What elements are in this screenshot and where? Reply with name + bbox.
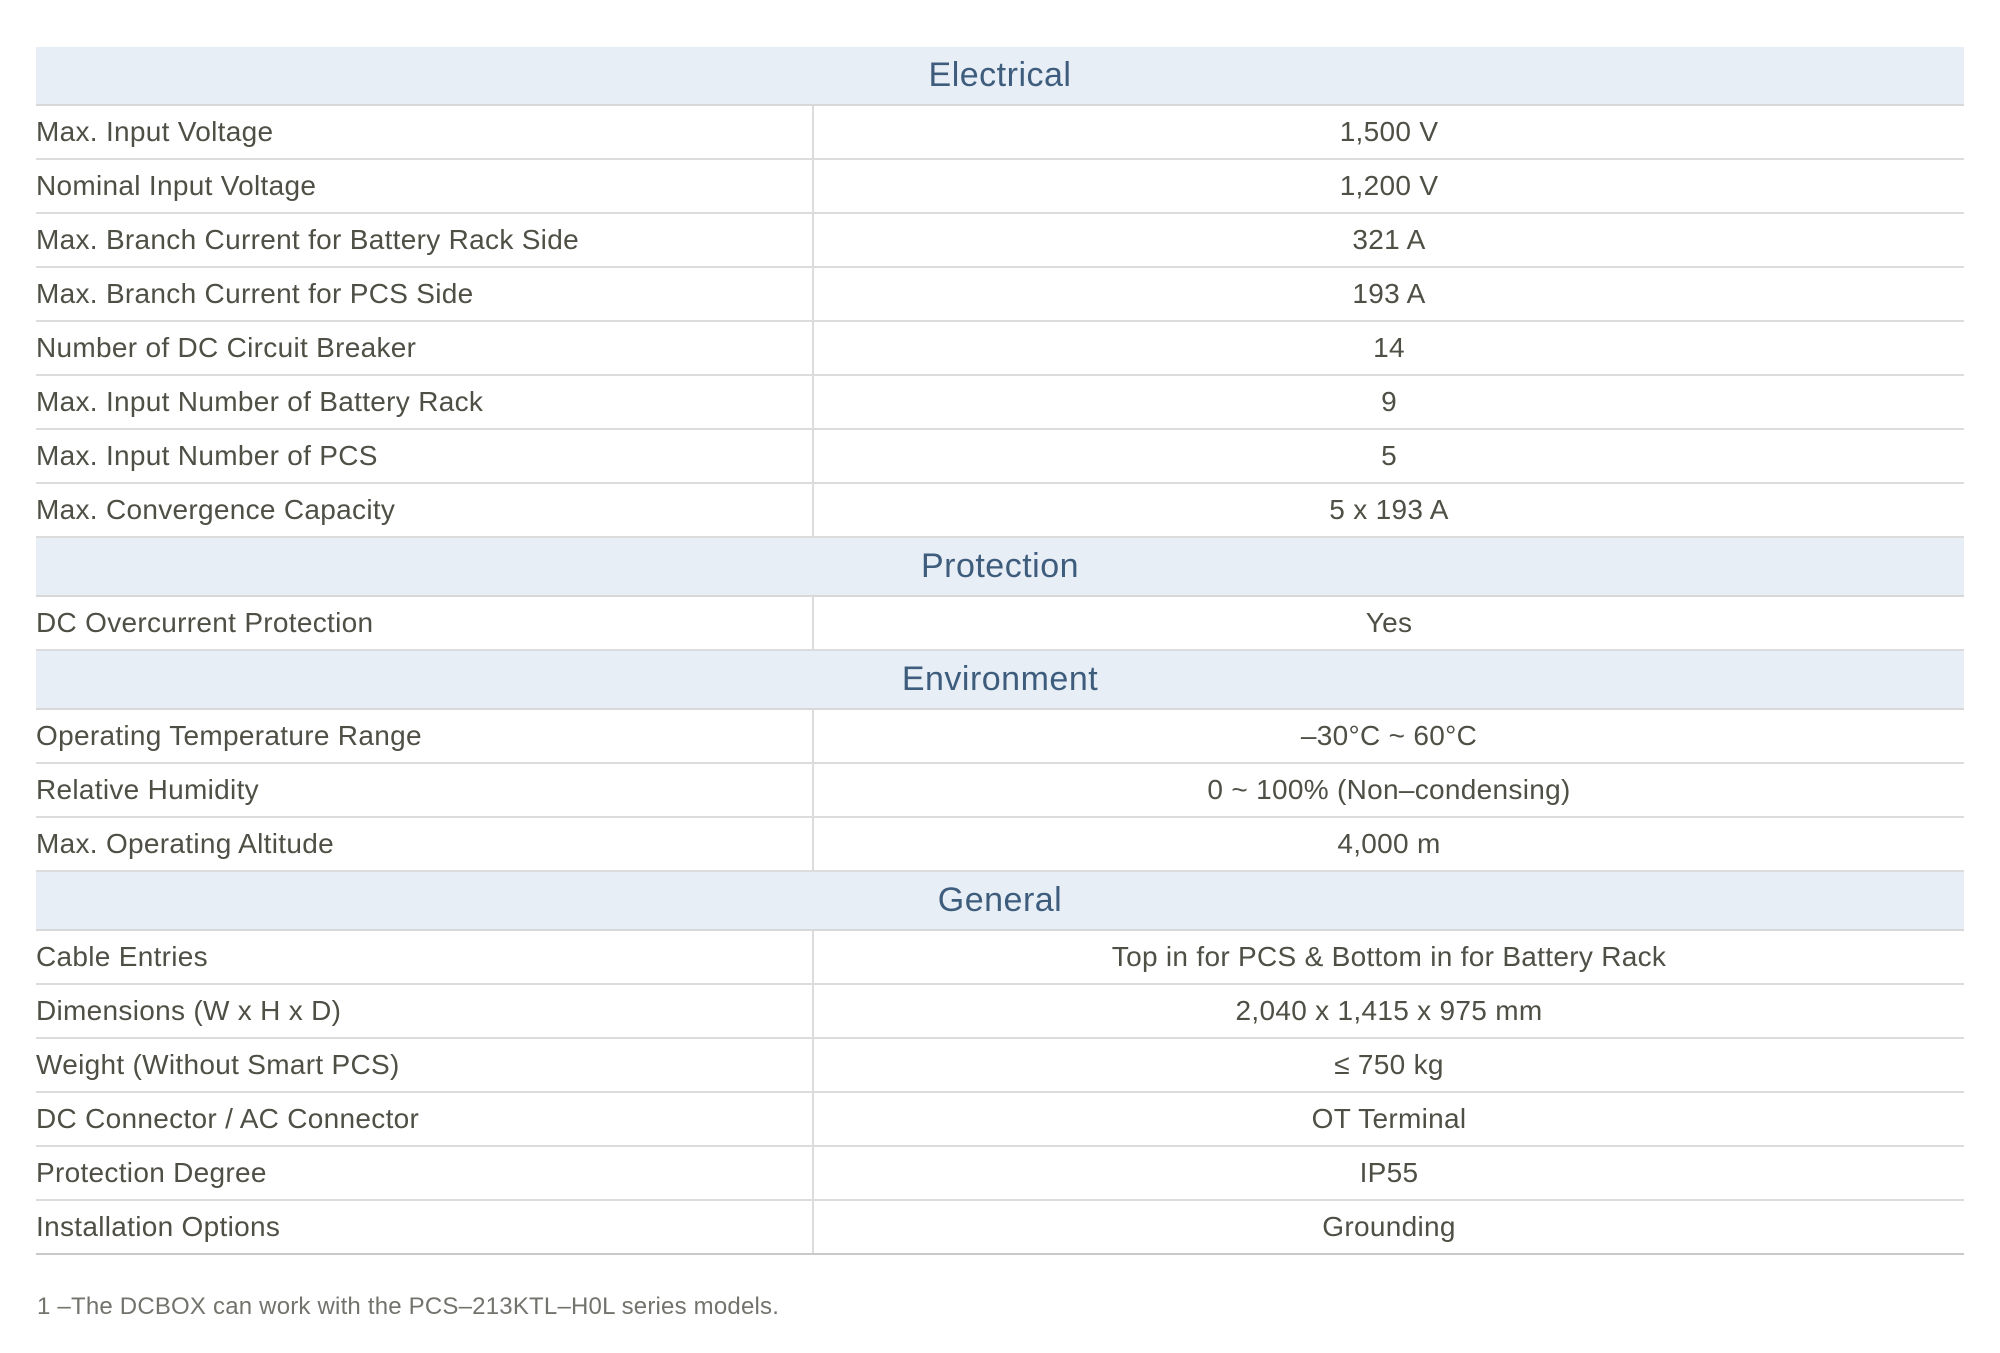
- section-row-general: [36, 871, 1964, 930]
- spec-label: Dimensions (W x H x D): [36, 984, 813, 1038]
- spec-value: 1,500 V: [813, 105, 1964, 159]
- spec-label: Max. Input Number of PCS: [36, 429, 813, 483]
- spec-label: Protection Degree: [36, 1146, 813, 1200]
- spec-value: Yes: [813, 596, 1964, 650]
- spec-row-dimensions-w-x-h-x-d: [36, 984, 1964, 1038]
- spec-table: [36, 47, 1964, 1255]
- spec-row-number-of-dc-circuit-breaker: [36, 321, 1964, 375]
- spec-row-max-branch-current-for-pcs-side: [36, 267, 1964, 321]
- spec-row-dc-connector-ac-connector: [36, 1092, 1964, 1146]
- spec-label: DC Connector / AC Connector: [36, 1092, 813, 1146]
- spec-label: Max. Operating Altitude: [36, 817, 813, 871]
- spec-value: 0 ~ 100% (Non–condensing): [813, 763, 1964, 817]
- spec-row-operating-temperature-range: [36, 709, 1964, 763]
- spec-row-nominal-input-voltage: [36, 159, 1964, 213]
- section-title-general: General: [36, 871, 1964, 930]
- spec-value: 9: [813, 375, 1964, 429]
- spec-label: Number of DC Circuit Breaker: [36, 321, 813, 375]
- section-title-protection: Protection: [36, 537, 1964, 596]
- spec-label: Cable Entries: [36, 930, 813, 984]
- spec-row-relative-humidity: [36, 763, 1964, 817]
- spec-value: 321 A: [813, 213, 1964, 267]
- section-title-environment: Environment: [36, 650, 1964, 709]
- spec-label: Nominal Input Voltage: [36, 159, 813, 213]
- footnote: 1 –The DCBOX can work with the PCS–213KTL–H0L series models.: [37, 1293, 780, 1320]
- spec-value: Grounding: [813, 1200, 1964, 1254]
- spec-row-max-operating-altitude: [36, 817, 1964, 871]
- spec-label: Max. Convergence Capacity: [36, 483, 813, 537]
- spec-label: Operating Temperature Range: [36, 709, 813, 763]
- spec-label: Max. Input Number of Battery Rack: [36, 375, 813, 429]
- spec-value: 193 A: [813, 267, 1964, 321]
- spec-label: Relative Humidity: [36, 763, 813, 817]
- spec-row-max-convergence-capacity: [36, 483, 1964, 537]
- spec-value: 14: [813, 321, 1964, 375]
- spec-label: DC Overcurrent Protection: [36, 596, 813, 650]
- spec-value: ≤ 750 kg: [813, 1038, 1964, 1092]
- spec-label: Max. Input Voltage: [36, 105, 813, 159]
- spec-label: Weight (Without Smart PCS): [36, 1038, 813, 1092]
- spec-value: 1,200 V: [813, 159, 1964, 213]
- spec-label: Max. Branch Current for Battery Rack Side: [36, 213, 813, 267]
- spec-label: Installation Options: [36, 1200, 813, 1254]
- spec-value: OT Terminal: [813, 1092, 1964, 1146]
- spec-value: 5 x 193 A: [813, 483, 1964, 537]
- spec-label: Max. Branch Current for PCS Side: [36, 267, 813, 321]
- spec-row-max-input-number-of-battery-rack: [36, 375, 1964, 429]
- section-row-environment: [36, 650, 1964, 709]
- spec-row-max-branch-current-for-battery-rack-side: [36, 213, 1964, 267]
- spec-row-weight-without-smart-pcs: [36, 1038, 1964, 1092]
- spec-value: 4,000 m: [813, 817, 1964, 871]
- spec-row-installation-options: [36, 1200, 1964, 1254]
- spec-row-max-input-number-of-pcs: [36, 429, 1964, 483]
- spec-row-dc-overcurrent-protection: [36, 596, 1964, 650]
- section-title-electrical: Electrical: [36, 47, 1964, 105]
- spec-row-protection-degree: [36, 1146, 1964, 1200]
- spec-value: 2,040 x 1,415 x 975 mm: [813, 984, 1964, 1038]
- spec-value: IP55: [813, 1146, 1964, 1200]
- section-row-electrical: [36, 47, 1964, 105]
- spec-value: Top in for PCS & Bottom in for Battery Rack: [813, 930, 1964, 984]
- spec-row-max-input-voltage: [36, 105, 1964, 159]
- spec-value: 5: [813, 429, 1964, 483]
- spec-value: –30°C ~ 60°C: [813, 709, 1964, 763]
- spec-row-cable-entries: [36, 930, 1964, 984]
- section-row-protection: [36, 537, 1964, 596]
